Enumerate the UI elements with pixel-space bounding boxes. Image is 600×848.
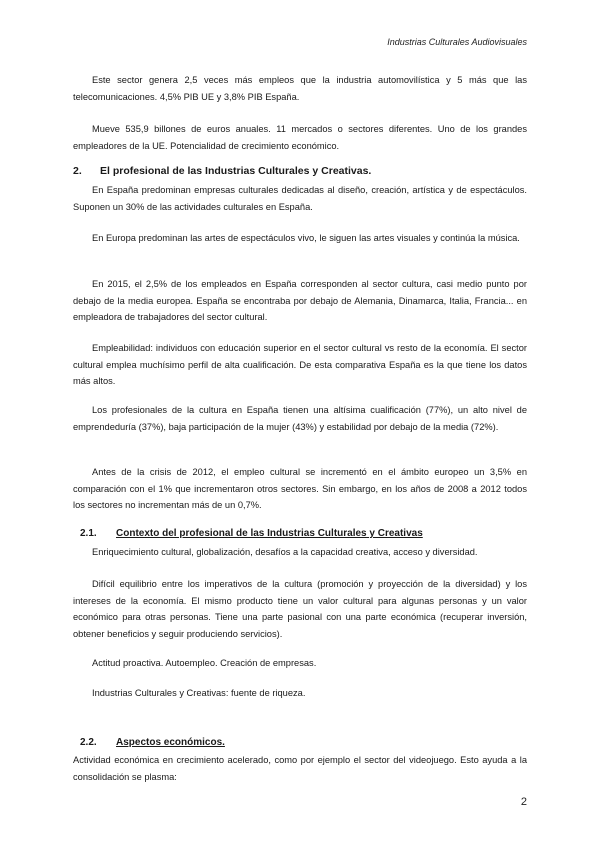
section-heading-2-2: [80, 737, 520, 748]
paragraph-europe-arts: En Europa predominan las artes de espectáculos vivo, le siguen las artes visuales y continúa la música.: [92, 233, 520, 243]
running-header: Industrias Culturales Audiovisuales: [387, 37, 527, 47]
paragraph-professionals: Los profesionales de la cultura en España tienen una altísima cualificación (77%), un alto nivel de emprendeduría (37%), baja participación de la mujer (43%) y estabilidad por debajo de la media (72%).: [73, 405, 527, 432]
section-number: 2.: [73, 165, 82, 177]
paragraph-enrichment: Enriquecimiento cultural, globalización, desafíos a la capacidad creativa, acceso y diversidad.: [92, 547, 478, 557]
section-heading-2-1: [80, 528, 520, 539]
paragraph-market-value: Mueve 535,9 billones de euros anuales. 11 mercados o sectores diferentes. Uno de los grandes empleadores de la UE. Potencialidad de crecimiento económico.: [73, 124, 527, 151]
paragraph-employability: Empleabilidad: individuos con educación superior en el sector cultural vs resto de la economía. El sector cultural emplea muchísimo perfil de alta cualificación. De esta comparativa España es la que tiene los datos más altos.: [73, 343, 527, 386]
paragraph-proactive: Actitud proactiva. Autoempleo. Creación de empresas.: [92, 658, 317, 668]
section-number: 2.1.: [80, 528, 97, 539]
section-title: Contexto del profesional de las Industrias Culturales y Creativas: [116, 528, 423, 539]
paragraph-wealth-source: Industrias Culturales y Creativas: fuente de riqueza.: [92, 688, 306, 698]
paragraph-balance: Difícil equilibrio entre los imperativos de la cultura (promoción y proyección de la diversidad) y los intereses de la economía. El mismo producto tiene un valor cultural para algunas personas y un valor económico para otras personas. Tiene una parte pasional con una parte económica (recuperar inversión, obtener beneficios y seguir produciendo servicios).: [73, 579, 527, 639]
paragraph-economic-activity: Actividad económica en crecimiento acelerado, como por ejemplo el sector del videojuego. Esto ayuda a la consolidación se plasma:: [73, 755, 527, 782]
paragraph-2015-employment: En 2015, el 2,5% de los empleados en España corresponden al sector cultura, casi medio punto por debajo de la media europea. España se encontraba por debajo de Alemania, Dinamarca, Italia, Francia... en empleadora de trabajadores del sector cultural.: [73, 279, 527, 322]
section-title: Aspectos económicos.: [116, 737, 225, 748]
section-title: El profesional de las Industrias Culturales y Creativas.: [100, 165, 372, 177]
paragraph-employment-stats: Este sector genera 2,5 veces más empleos que la industria automovilística y 5 más que las telecomunicaciones. 4,5% PIB UE y 3,8% PIB España.: [73, 75, 527, 102]
page-number: 2: [520, 796, 527, 808]
section-heading-2: [73, 165, 527, 177]
paragraph-spain-companies: En España predominan empresas culturales dedicadas al diseño, creación, artística y de espectáculos. Suponen un 30% de las actividades culturales en España.: [73, 185, 527, 212]
paragraph-crisis-2012: Antes de la crisis de 2012, el empleo cultural se incrementó en el ámbito europeo un 3,5% en comparación con el 1% que incrementaron otros sectores. Sin embargo, en los años de 2008 a 2012 todos los sectores no incrementan más de un 0,7%.: [73, 467, 527, 510]
section-number: 2.2.: [80, 737, 97, 748]
